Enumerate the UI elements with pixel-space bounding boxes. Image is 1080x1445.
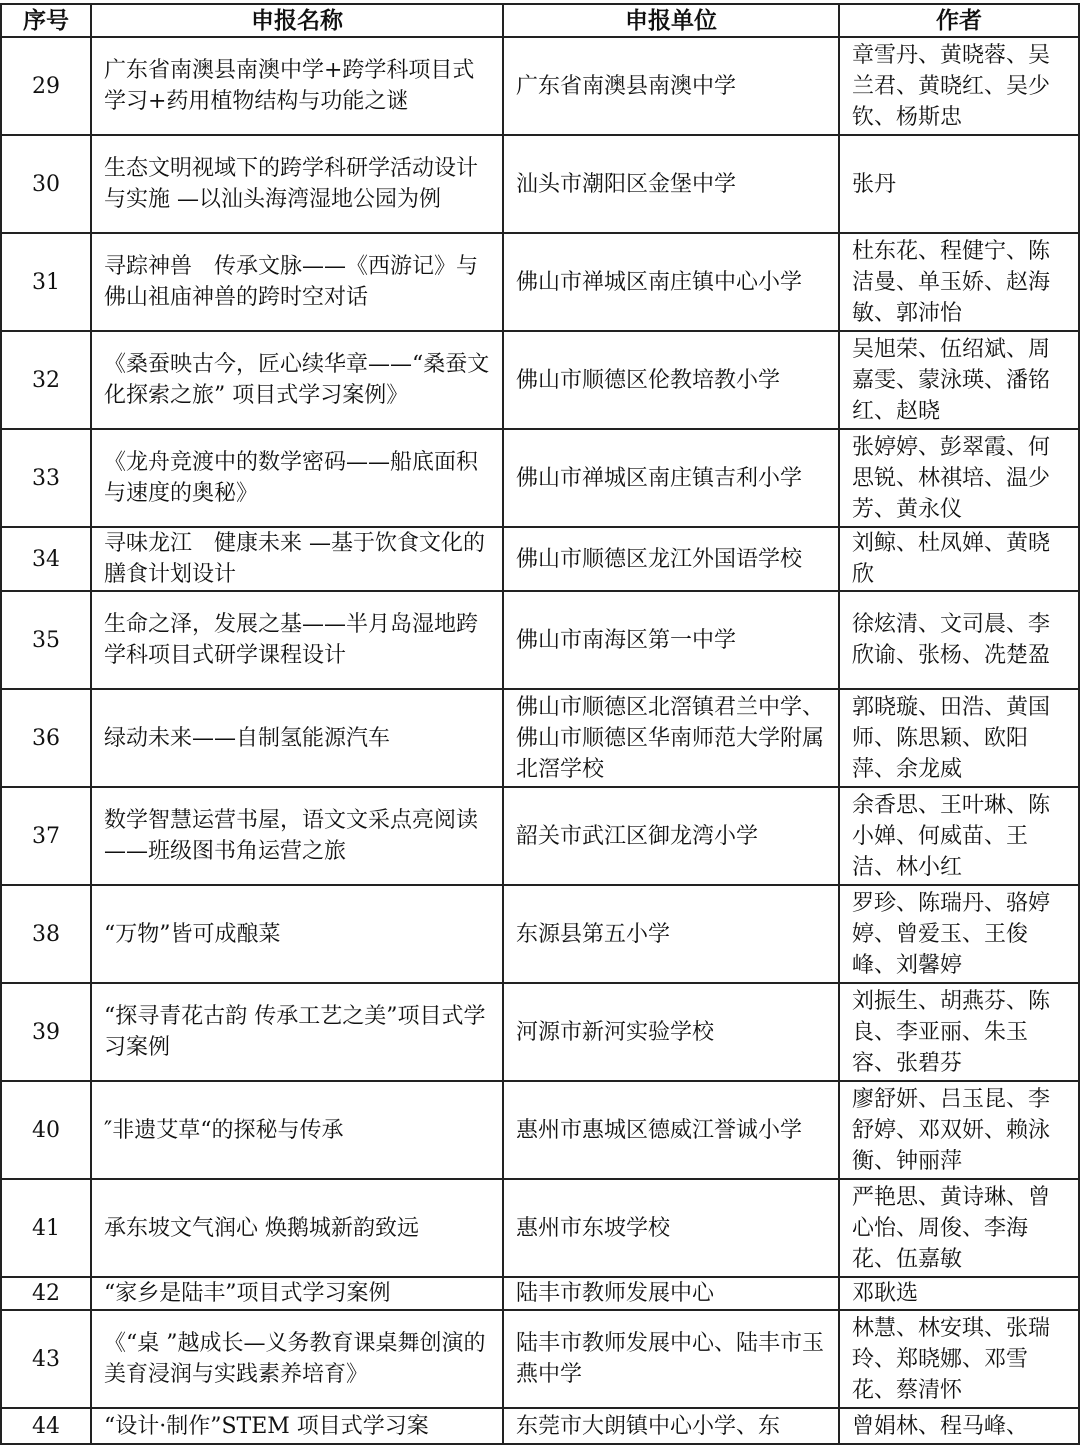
applicant-unit: 佛山市南海区第一中学 — [503, 591, 839, 689]
table-row — [1, 527, 1079, 591]
table-row — [1, 591, 1079, 689]
applicant-unit: 韶关市武江区御龙湾小学 — [503, 787, 839, 885]
row-number: 44 — [1, 1408, 91, 1444]
project-name: 寻味龙江 健康未来 —基于饮食文化的膳食计划设计 — [91, 527, 503, 591]
applicant-unit: 佛山市禅城区南庄镇吉利小学 — [503, 429, 839, 527]
row-number: 32 — [1, 331, 91, 429]
row-number: 39 — [1, 983, 91, 1081]
project-name: “设计·制作”STEM 项目式学习案 — [91, 1408, 503, 1444]
applicant-unit: 汕头市潮阳区金堡中学 — [503, 135, 839, 233]
row-number: 38 — [1, 885, 91, 983]
applicant-unit: 惠州市东坡学校 — [503, 1179, 839, 1277]
authors: 刘振生、胡燕芬、陈良、李亚丽、朱玉容、张碧芬 — [839, 983, 1079, 1081]
authors: 吴旭荣、伍绍斌、周嘉雯、蒙泳瑛、潘铭红、赵晓 — [839, 331, 1079, 429]
table-row — [1, 885, 1079, 983]
authors: 杜东花、程健宁、陈洁曼、单玉娇、赵海敏、郭沛怡 — [839, 233, 1079, 331]
table-row — [1, 135, 1079, 233]
project-name: 寻踪神兽 传承文脉——《西游记》与佛山祖庙神兽的跨时空对话 — [91, 233, 503, 331]
applicant-unit: 陆丰市教师发展中心、陆丰市玉燕中学 — [503, 1310, 839, 1408]
table-row — [1, 233, 1079, 331]
applicant-unit: 广东省南澳县南澳中学 — [503, 37, 839, 135]
header-unit: 申报单位 — [503, 4, 839, 37]
applicant-unit: 佛山市顺德区北滘镇君兰中学、佛山市顺德区华南师范大学附属北滘学校 — [503, 689, 839, 787]
project-name: 生命之泽，发展之基——半月岛湿地跨学科项目式研学课程设计 — [91, 591, 503, 689]
table-row — [1, 37, 1079, 135]
row-number: 30 — [1, 135, 91, 233]
row-number: 41 — [1, 1179, 91, 1277]
table-row — [1, 787, 1079, 885]
table-row — [1, 1081, 1079, 1179]
row-number: 33 — [1, 429, 91, 527]
header-name: 申报名称 — [91, 4, 503, 37]
table-row — [1, 1277, 1079, 1310]
applicant-unit: 佛山市顺德区伦教培教小学 — [503, 331, 839, 429]
row-number: 31 — [1, 233, 91, 331]
table-row — [1, 331, 1079, 429]
authors: 徐炫清、文司晨、李欣谕、张杨、冼楚盈 — [839, 591, 1079, 689]
authors: 张丹 — [839, 135, 1079, 233]
project-name: 《桑蚕映古今，匠心续华章——“桑蚕文化探索之旅” 项目式学习案例》 — [91, 331, 503, 429]
authors: 邓耿选 — [839, 1277, 1079, 1310]
project-name: ″非遗艾草“的探秘与传承 — [91, 1081, 503, 1179]
row-number: 40 — [1, 1081, 91, 1179]
authors: 张婷婷、彭翠霞、何思锐、林祺培、温少芳、黄永仪 — [839, 429, 1079, 527]
project-name: 《“桌 ”越成长—义务教育课桌舞创演的美育浸润与实践素养培育》 — [91, 1310, 503, 1408]
row-number: 37 — [1, 787, 91, 885]
applicant-unit: 河源市新河实验学校 — [503, 983, 839, 1081]
applicant-unit: 佛山市禅城区南庄镇中心小学 — [503, 233, 839, 331]
authors: 郭晓璇、田浩、黄国师、陈思颖、欧阳萍、余龙威 — [839, 689, 1079, 787]
row-number: 29 — [1, 37, 91, 135]
project-name: 数学智慧运营书屋，语文文采点亮阅读——班级图书角运营之旅 — [91, 787, 503, 885]
project-name: 承东坡文气润心 焕鹅城新韵致远 — [91, 1179, 503, 1277]
project-name: “探寻青花古韵 传承工艺之美”项目式学习案例 — [91, 983, 503, 1081]
authors: 廖舒妍、吕玉昆、李舒婷、邓双妍、赖泳衡、钟丽萍 — [839, 1081, 1079, 1179]
applicant-unit: 东莞市大朗镇中心小学、东 — [503, 1408, 839, 1444]
authors: 曾娟林、程马峰、 — [839, 1408, 1079, 1444]
project-name: 生态文明视域下的跨学科研学活动设计与实施 —以汕头海湾湿地公园为例 — [91, 135, 503, 233]
header-authors: 作者 — [839, 4, 1079, 37]
table-row — [1, 1179, 1079, 1277]
applicant-unit: 佛山市顺德区龙江外国语学校 — [503, 527, 839, 591]
table-row — [1, 1310, 1079, 1408]
applicant-unit: 东源县第五小学 — [503, 885, 839, 983]
table-row — [1, 1408, 1079, 1444]
authors: 章雪丹、黄晓蓉、吴兰君、黄晓红、吴少钦、杨斯忠 — [839, 37, 1079, 135]
row-number: 34 — [1, 527, 91, 591]
row-number: 35 — [1, 591, 91, 689]
authors: 林慧、林安琪、张瑞玲、郑晓娜、邓雪花、蔡清怀 — [839, 1310, 1079, 1408]
row-number: 42 — [1, 1277, 91, 1310]
table-row — [1, 689, 1079, 787]
applicant-unit: 惠州市惠城区德威江誉诚小学 — [503, 1081, 839, 1179]
header-no: 序号 — [1, 4, 91, 37]
project-name: “家乡是陆丰”项目式学习案例 — [91, 1277, 503, 1310]
authors: 余香思、王叶琳、陈小婵、何威苗、王洁、林小红 — [839, 787, 1079, 885]
project-name: 绿动未来——自制氢能源汽车 — [91, 689, 503, 787]
row-number: 43 — [1, 1310, 91, 1408]
authors: 严艳思、黄诗琳、曾心怡、周俊、李海花、伍嘉敏 — [839, 1179, 1079, 1277]
project-name: 广东省南澳县南澳中学+跨学科项目式学习+药用植物结构与功能之谜 — [91, 37, 503, 135]
authors: 刘鲸、杜凤婵、黄晓欣 — [839, 527, 1079, 591]
header-row — [1, 4, 1079, 37]
applicant-unit: 陆丰市教师发展中心 — [503, 1277, 839, 1310]
authors: 罗珍、陈瑞丹、骆婷婷、曾爱玉、王俊峰、刘馨婷 — [839, 885, 1079, 983]
project-name: “万物”皆可成酿菜 — [91, 885, 503, 983]
row-number: 36 — [1, 689, 91, 787]
table-row — [1, 983, 1079, 1081]
project-table — [0, 3, 1080, 1445]
project-name: 《龙舟竞渡中的数学密码——船底面积与速度的奥秘》 — [91, 429, 503, 527]
table-row — [1, 429, 1079, 527]
